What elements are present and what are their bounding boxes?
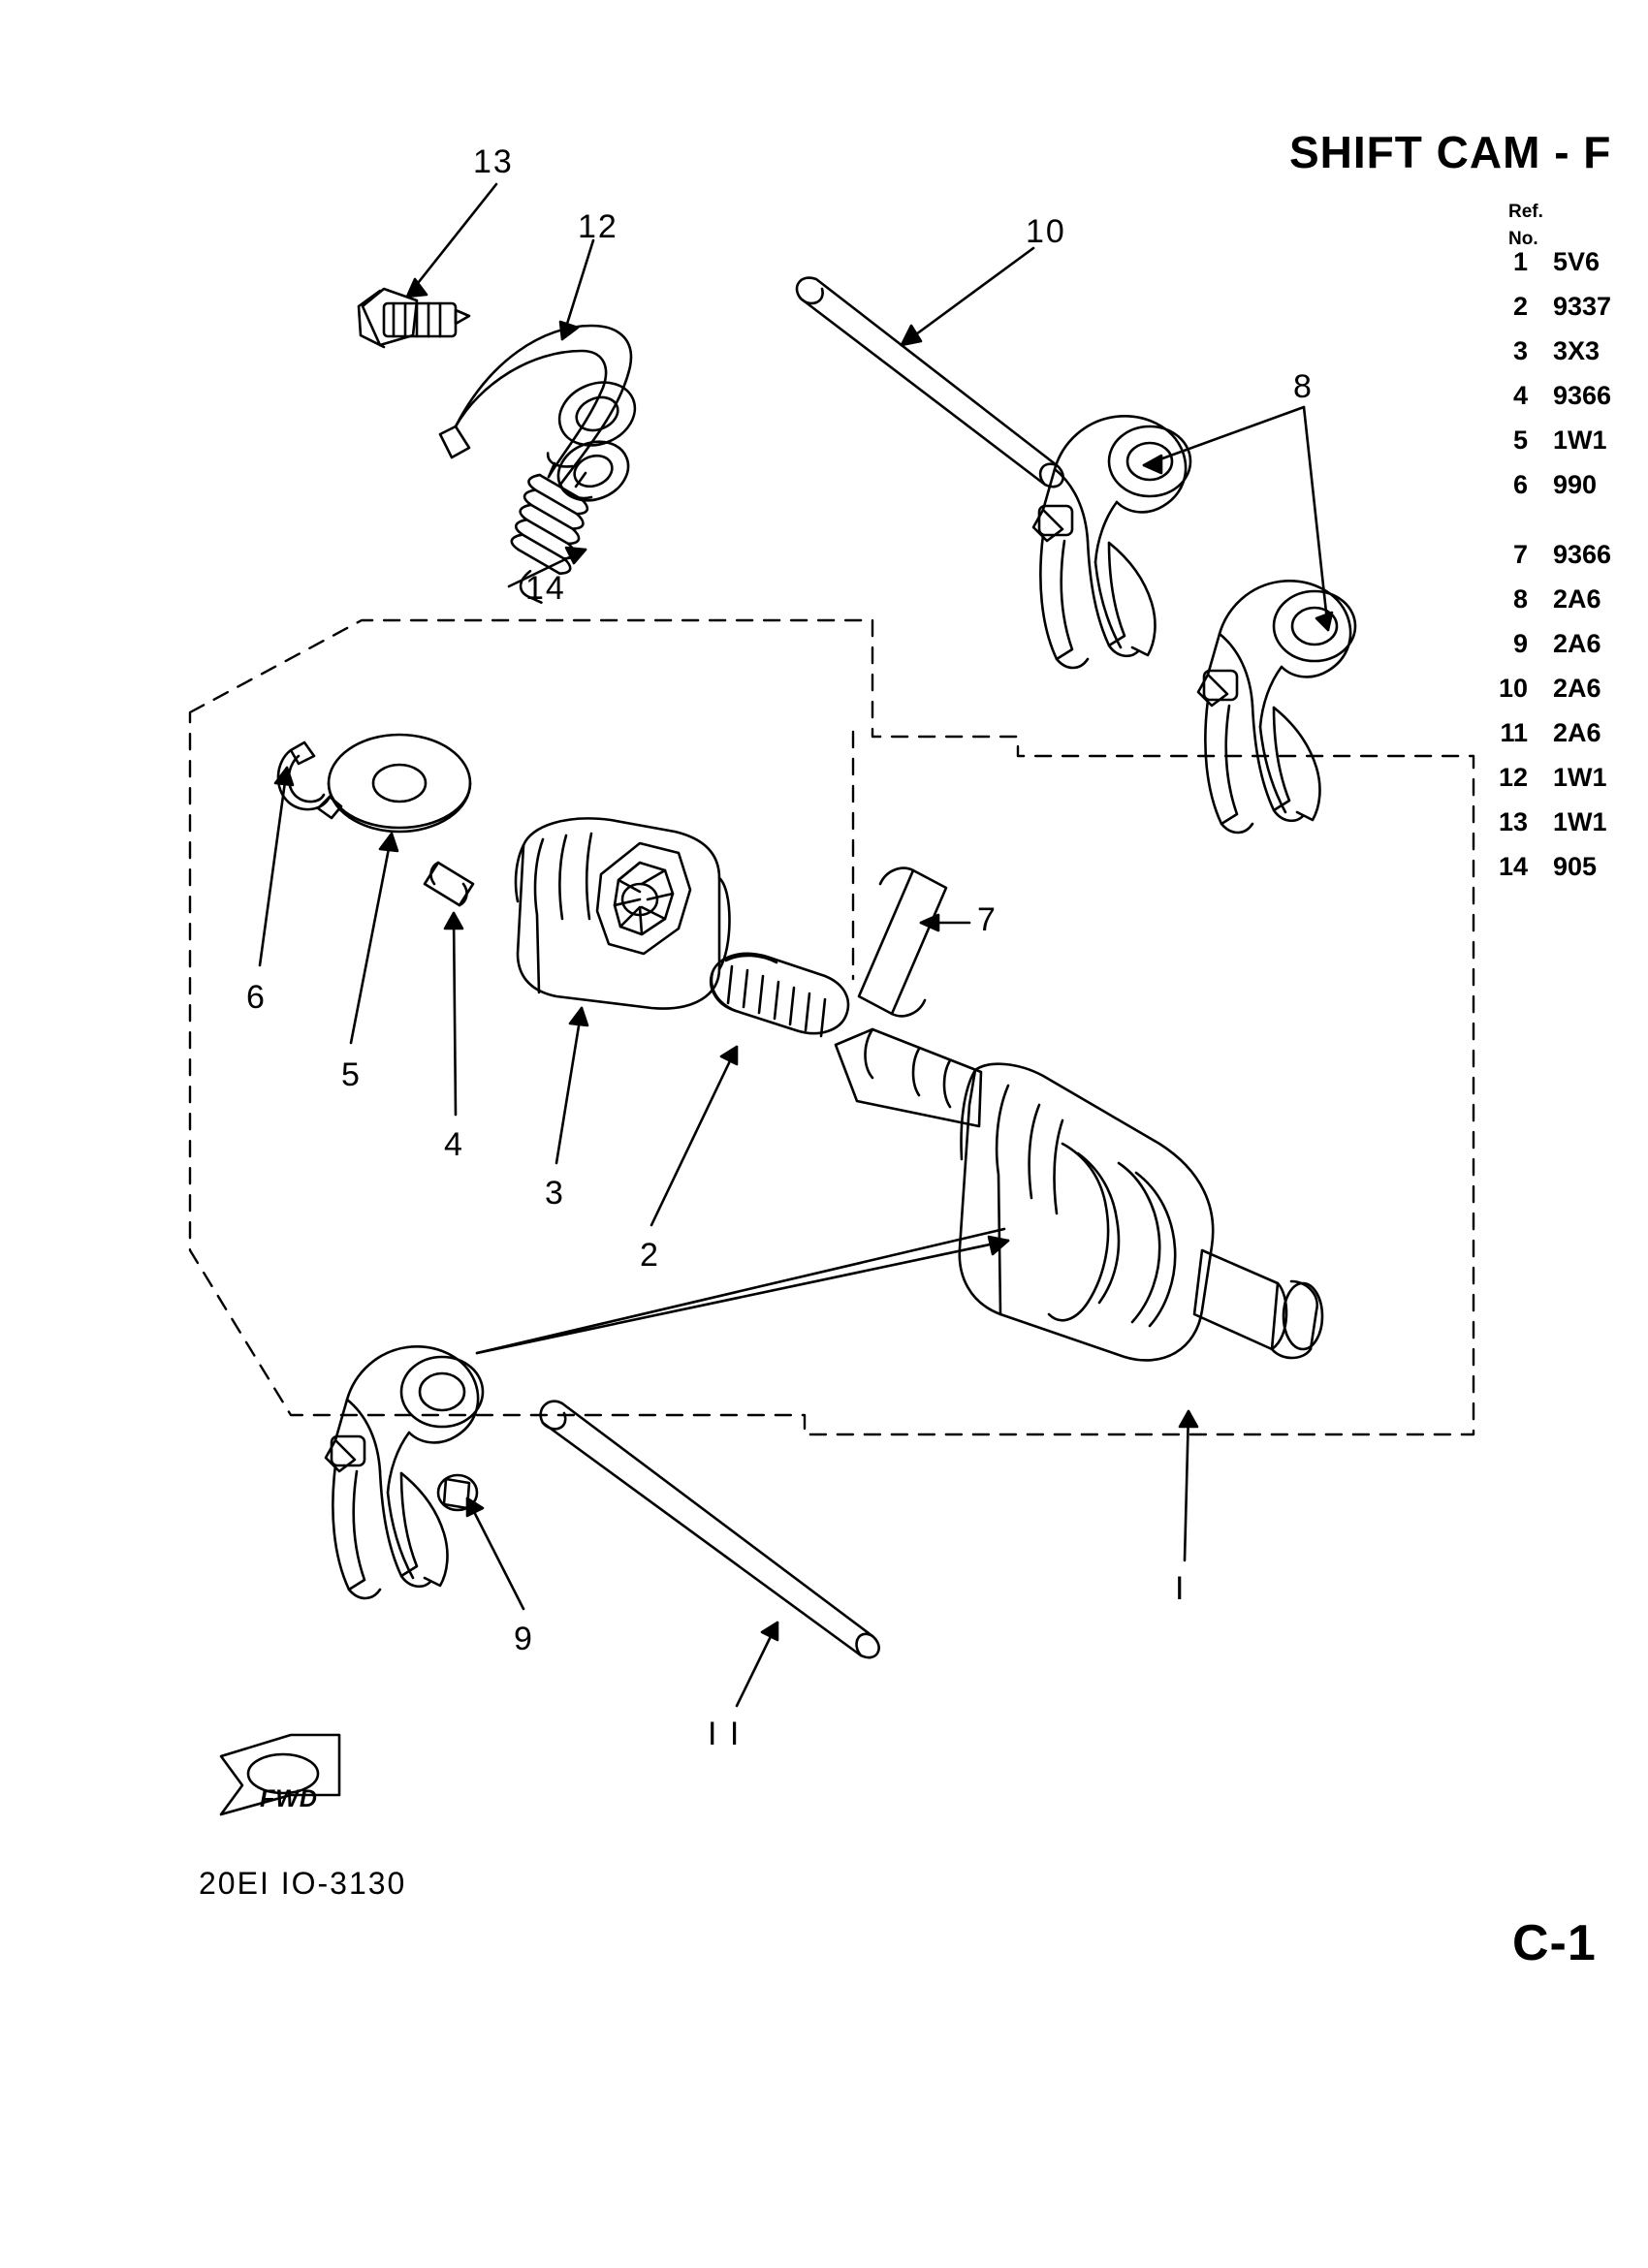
part-code: 9366 xyxy=(1553,540,1612,569)
part-code: 2A6 xyxy=(1553,629,1601,658)
table-row xyxy=(1483,852,1648,897)
callout-6: 6 xyxy=(246,979,267,1016)
callout-7: 7 xyxy=(977,901,998,938)
part-code: 905 xyxy=(1553,852,1598,881)
callout-3: 3 xyxy=(545,1175,565,1212)
part-code: 9366 xyxy=(1553,381,1612,410)
part-ref-no: 3 xyxy=(1512,336,1528,365)
part-ref-no: 11 xyxy=(1500,718,1528,747)
callout-10: 10 xyxy=(1026,213,1066,250)
table-row xyxy=(1483,807,1648,852)
part-code: 990 xyxy=(1553,470,1598,499)
part-code: 1W1 xyxy=(1553,807,1607,836)
part-ref-no: 4 xyxy=(1512,381,1528,410)
diagram-id: 20EI IO-3130 xyxy=(199,1866,407,1901)
callout-4: 4 xyxy=(444,1126,464,1163)
fwd-label: FWD xyxy=(260,1785,318,1812)
part-ref-no: 6 xyxy=(1512,470,1528,499)
part-ref-no: 9 xyxy=(1512,629,1528,658)
table-row xyxy=(1483,425,1648,470)
page-title: SHIFT CAM - F xyxy=(1289,127,1612,177)
part-ref-no: 8 xyxy=(1512,584,1528,614)
part-ref-no: 10 xyxy=(1498,674,1528,703)
part-code: 2A6 xyxy=(1553,584,1601,614)
callout-12: 12 xyxy=(578,208,618,245)
part-code: 3X3 xyxy=(1553,336,1600,365)
part-ref-no: 12 xyxy=(1498,763,1528,792)
table-row xyxy=(1483,292,1648,336)
table-row xyxy=(1483,247,1648,292)
part-code: 1W1 xyxy=(1553,425,1607,455)
part-ref-no: 7 xyxy=(1512,540,1528,569)
part-code: 2A6 xyxy=(1553,674,1601,703)
callout-2: 2 xyxy=(640,1237,660,1274)
table-row xyxy=(1483,584,1648,629)
callout-8: 8 xyxy=(1293,368,1314,405)
part-ref-no: 13 xyxy=(1498,807,1528,836)
table-row xyxy=(1483,470,1648,515)
part-code: 5V6 xyxy=(1553,247,1600,276)
part-code: 1W1 xyxy=(1553,763,1607,792)
table-row xyxy=(1483,336,1648,381)
callout-1: I xyxy=(1175,1570,1187,1607)
page-code: C-1 xyxy=(1512,1915,1597,1971)
table-row xyxy=(1483,629,1648,674)
ref-label-line1: Ref. xyxy=(1508,202,1543,222)
part-code: 2A6 xyxy=(1553,718,1601,747)
table-row xyxy=(1483,763,1648,807)
table-row xyxy=(1483,718,1648,763)
part-ref-no: 1 xyxy=(1512,247,1528,276)
callout-14: 14 xyxy=(525,570,566,607)
part-code: 9337 xyxy=(1553,292,1612,321)
part-ref-no: 5 xyxy=(1512,425,1528,455)
callout-11: I I xyxy=(708,1716,742,1752)
table-row xyxy=(1483,381,1648,425)
callout-5: 5 xyxy=(341,1056,362,1093)
table-gap xyxy=(1483,515,1648,540)
callout-9: 9 xyxy=(514,1621,534,1657)
table-row xyxy=(1483,540,1648,584)
part-ref-no: 2 xyxy=(1512,292,1528,321)
parts-table xyxy=(1483,247,1648,897)
part-ref-no: 14 xyxy=(1498,852,1528,881)
table-row xyxy=(1483,674,1648,718)
ref-label-line2: No. xyxy=(1508,229,1538,249)
callout-13: 13 xyxy=(473,143,514,180)
